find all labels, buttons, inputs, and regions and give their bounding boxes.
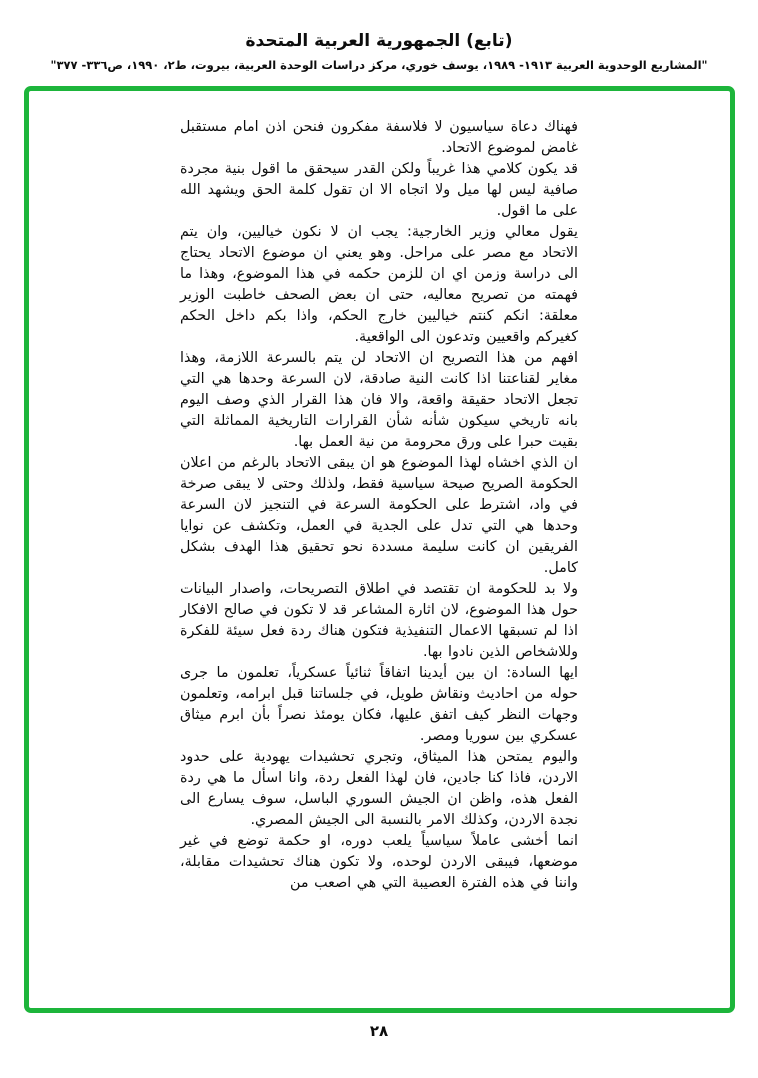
paragraph: انما أخشى عاملاً سياسياً يلعب دوره، او حكمة توضع في غير موضعها، فيبقى الاردن لوحده، ولا تكون هناك تحشيدات مقابلة، واننا في هذه الفترة العصيبة التي هي اصعب من: [180, 833, 578, 891]
document-title: (تابع) الجمهورية العربية المتحدة: [245, 31, 513, 51]
page-number: ٢٨: [369, 1022, 389, 1040]
paragraph: يقول معالي وزير الخارجية: يجب ان لا نكون خياليين، وان يتم الاتحاد مع مصر على مراحل. وهو يعني ان موضوع الاتحاد يحتاج الى دراسة وزمن اي ان للزمن حكمه في هذا الموضوع، وهذا ما فهمته من تصريح معاليه، حتى ان بعض الصحف خاطبت الوزير معلقة: انكم كنتم خياليين خارج الحكم، واذا بكم داخل الحكم كغيركم واقعيين وتدعون الى الواقعية.: [180, 224, 578, 345]
paragraph: ايها السادة: ان بين أيدينا اتفاقاً ثنائياً عسكرياً، تعلمون ما جرى حوله من احاديث ونقاش طويل، في جلساتنا قبل ابرامه، وتعلمون وجهات النظر كيف اتفق عليها، فكان يومئذ نصراً بأن ابرم ميثاق عسكري بين سوريا ومصر.: [180, 665, 578, 744]
text-frame: [24, 86, 735, 1013]
paragraph: افهم من هذا التصريح ان الاتحاد لن يتم بالسرعة اللازمة، وهذا مغاير لقناعتنا اذا كانت النية صادقة، لان السرعة وحدها هي التي تجعل الاتحاد حقيقة واقعة، والا فان هذا القرار الذي وصف اليوم بانه تاريخي سيكون شأنه شأن القرارات التاريخية المماثلة التي بقيت حبرا على ورق محرومة من نية العمل بها.: [180, 350, 578, 450]
paragraph: فهناك دعاة سياسيون لا فلاسفة مفكرون فنحن اذن امام مستقبل غامض لموضوع الاتحاد.: [180, 119, 578, 156]
paragraph: ولا بد للحكومة ان تقتصد في اطلاق التصريحات، واصدار البيانات حول هذا الموضوع، لان اثارة المشاعر قد لا تكون في صالح الافكار اذا لم تسبقها الاعمال التنفيذية فتكون هناك ردة فعل سيئة للفكرة وللاشخاص الذين نادوا بها.: [180, 581, 578, 660]
citation-line: "المشاريع الوحدوية العربية ١٩١٣- ١٩٨٩، يوسف خوري، مركز دراسات الوحدة العربية، بيروت، ط٢، ١٩٩٠، ص٣٣٦- ٣٧٧": [50, 58, 708, 72]
paragraph: واليوم يمتحن هذا الميثاق، وتجري تحشيدات يهودية على حدود الاردن، فاذا كنا جادين، فان لهذا الفعل ردة، وانا اسأل ما هي ردة الفعل هذه، واظن ان الجيش السوري الباسل، سوف يسارع الى نجدة الاردن، وكذلك الامر بالنسبة الى الجيش المصري.: [180, 749, 578, 828]
body-text: [180, 117, 578, 894]
paragraph: ان الذي اخشاه لهذا الموضوع هو ان يبقى الاتحاد بالرغم من اعلان الحكومة الصريح صيحة سياسية فقط، ولذلك وحتى لا يبقى صرخة في واد، اشترط على الحكومة السرعة في التنجيز لان السرعة وحدها هي التي تدل على الجدية في العمل، وتكشف عن نوايا الفريقين ان كانت سليمة مسددة نحو تحقيق هذا الهدف بشكل كامل.: [180, 455, 578, 576]
page-header: [0, 0, 758, 72]
paragraph: قد يكون كلامي هذا غريباً ولكن القدر سيحقق ما اقول بنية مجردة صافية ليس لها ميل ولا اتجاه الا ان تقول كلمة الحق ويشهد الله على ما اقول.: [180, 161, 578, 219]
